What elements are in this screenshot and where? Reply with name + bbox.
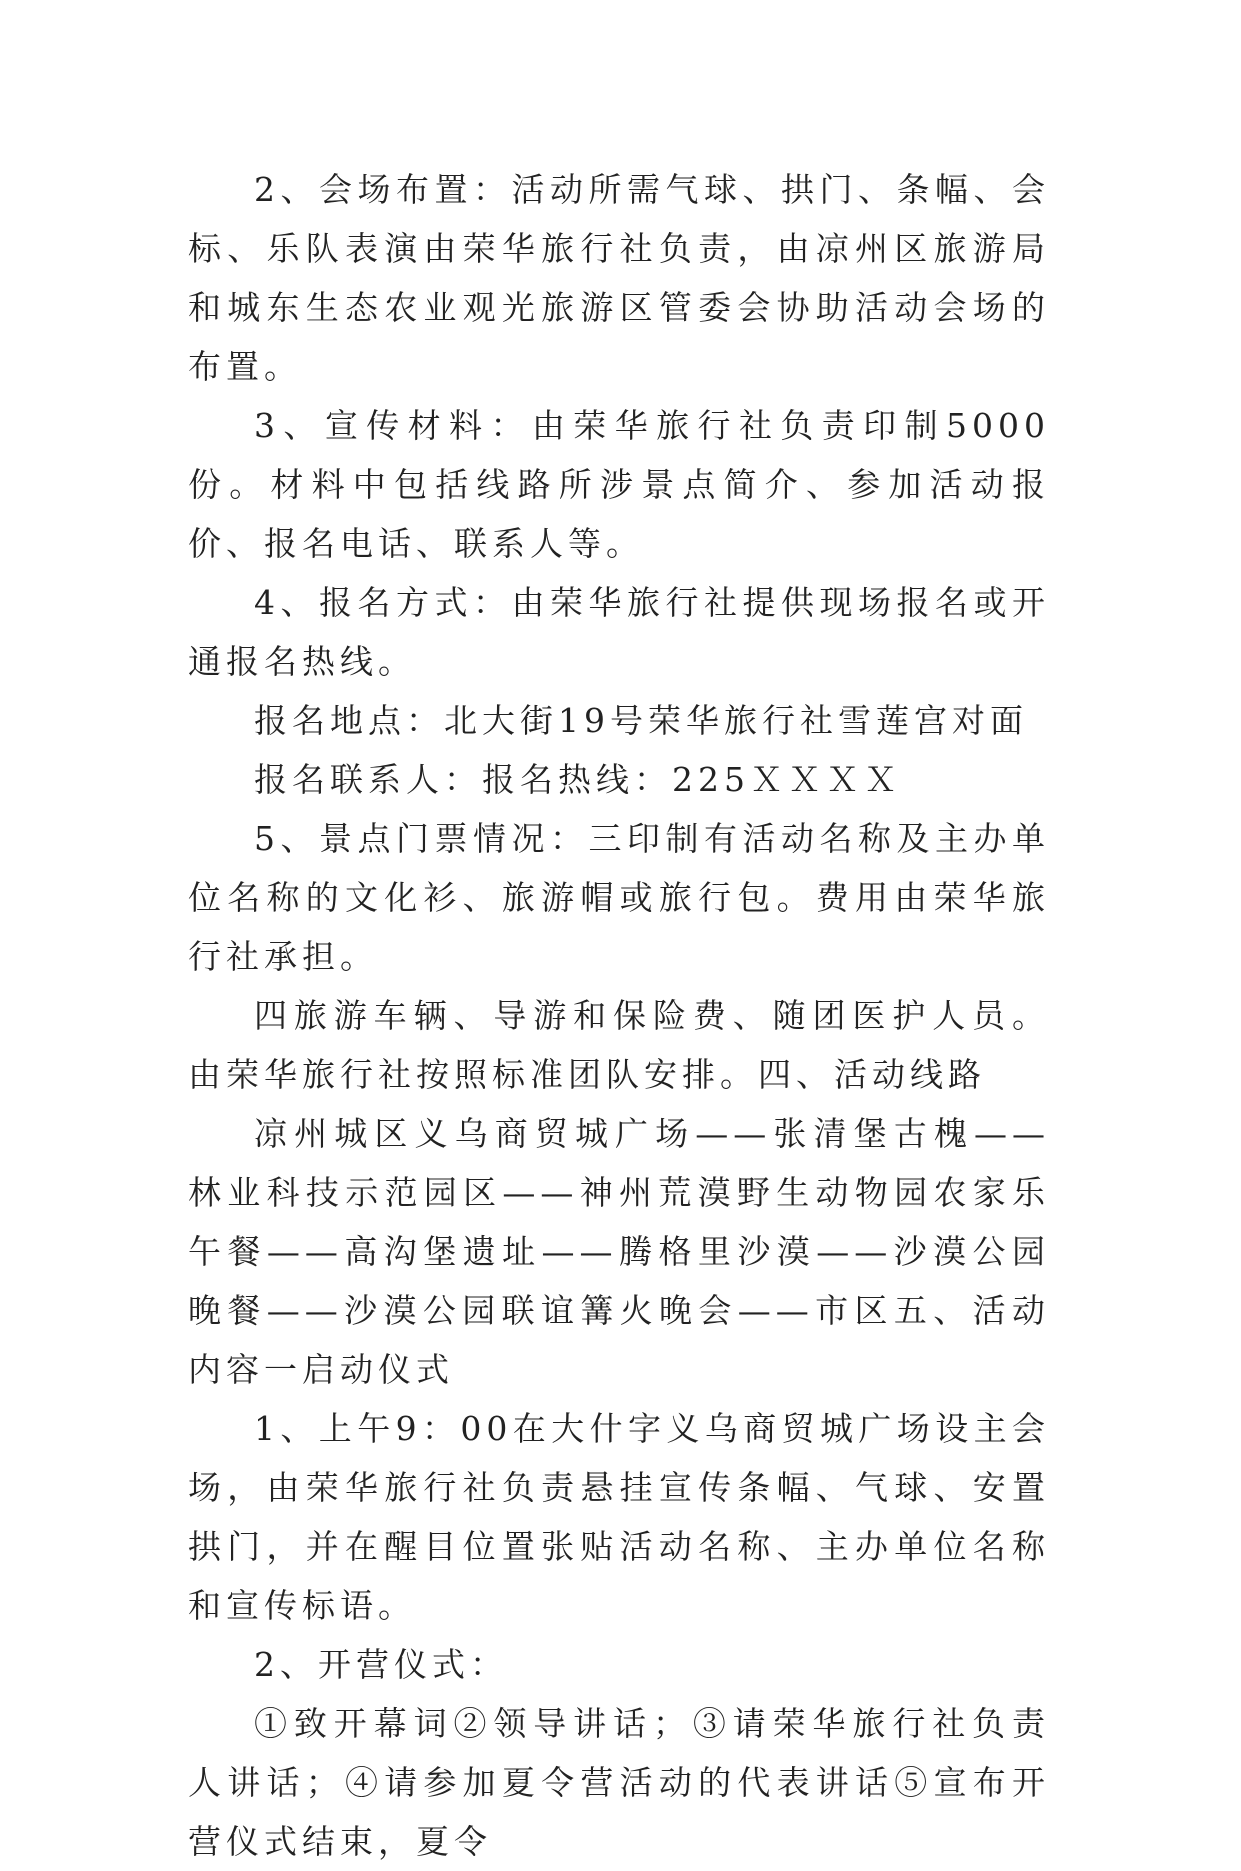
paragraph-promo-materials: 3、宣传材料：由荣华旅行社负责印制5000份。材料中包括线路所涉景点简介、参加活动报价、报名电话、联系人等。 [188, 406, 1050, 563]
paragraph-registration-method: 4、报名方式：由荣华旅行社提供现场报名或开通报名热线。 [188, 583, 1050, 681]
paragraph-tickets: 5、景点门票情况：三印制有活动名称及主办单位名称的文化衫、旅游帽或旅行包。费用由荣华旅行社承担。 [188, 819, 1050, 976]
document-body [188, 160, 1050, 1871]
paragraph-main-venue: 1、上午9：00在大什字义乌商贸城广场设主会场，由荣华旅行社负责悬挂宣传条幅、气球、安置拱门，并在醒目位置张贴活动名称、主办单位名称和宣传标语。 [188, 1409, 1050, 1625]
paragraph-ceremony-steps: ①致开幕词②领导讲话；③请荣华旅行社负责人讲话；④请参加夏令营活动的代表讲话⑤宣布开营仪式结束，夏令 [188, 1704, 1050, 1861]
paragraph-route: 凉州城区义乌商贸城广场——张清堡古槐——林业科技示范园区——神州荒漠野生动物园农家乐午餐——高沟堡遗址——腾格里沙漠——沙漠公园晚餐——沙漠公园联谊篝火晚会——市区五、活动内容一启动仪式 [188, 1114, 1050, 1389]
paragraph-venue-setup: 2、会场布置：活动所需气球、拱门、条幅、会标、乐队表演由荣华旅行社负责，由凉州区旅游局和城东生态农业观光旅游区管委会协助活动会场的布置。 [188, 170, 1050, 386]
paragraph-registration-location: 报名地点：北大街19号荣华旅行社雪莲宫对面 [254, 701, 1028, 740]
paragraph-transport: 四旅游车辆、导游和保险费、随团医护人员。由荣华旅行社按照标准团队安排。四、活动线路 [188, 996, 1050, 1094]
paragraph-registration-contact: 报名联系人：报名热线：225ＸＸＸＸ [254, 760, 902, 799]
paragraph-opening-ceremony: 2、开营仪式： [254, 1645, 508, 1684]
